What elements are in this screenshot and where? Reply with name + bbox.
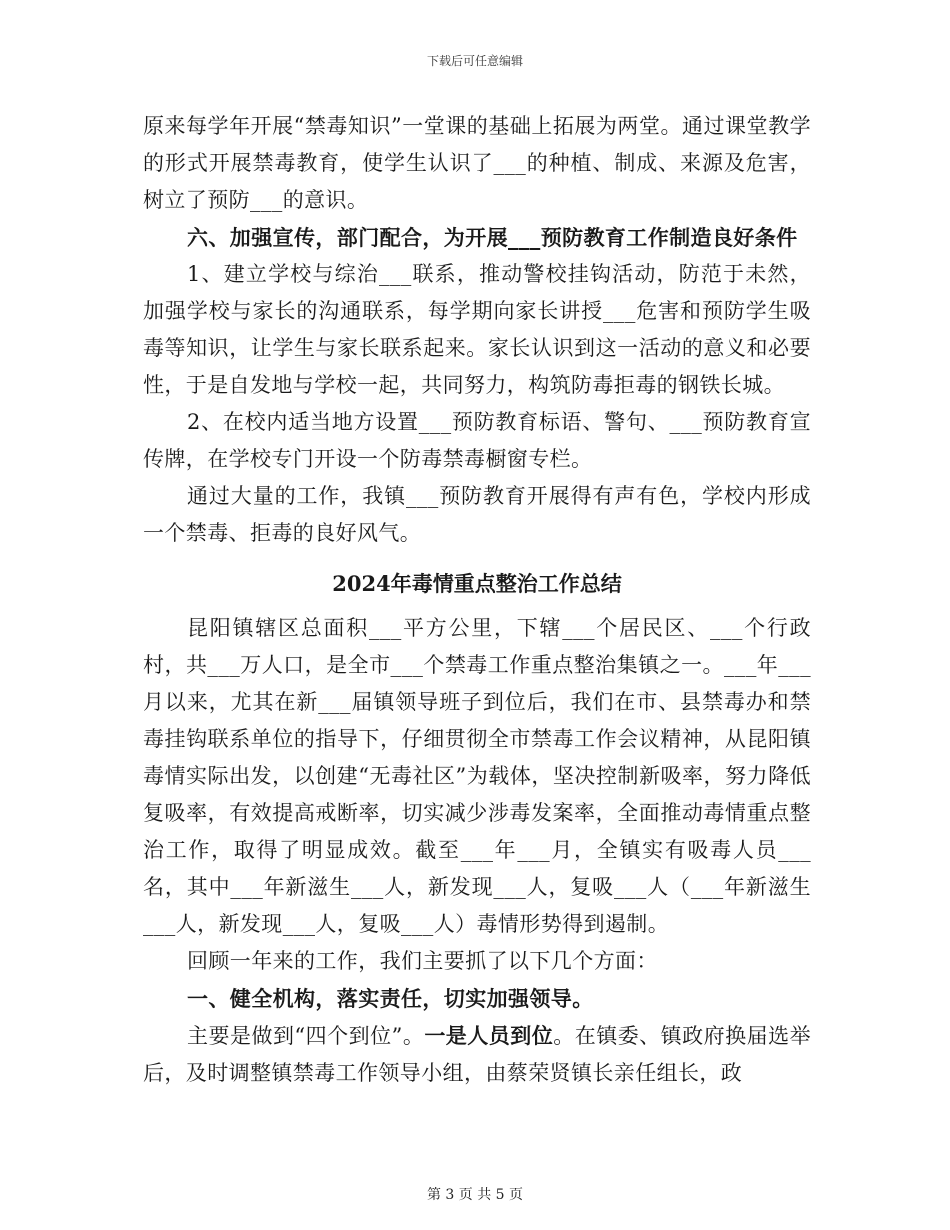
paragraph-item-2: 2、在校内适当地方设置___预防教育标语、警句、___预防教育宣传牌，在学校专门开设一个防毒禁毒橱窗专栏。: [143, 410, 811, 471]
paragraph-lead: 主要是做到“四个到位”。: [187, 1024, 425, 1048]
paragraph-overview: 昆阳镇辖区总面积___平方公里，下辖___个居民区、___个行政村，共___万人口，是全市___个禁毒工作重点整治集镇之一。___年___月以来，尤其在新___届镇领导班子到位后，我们在市、县禁毒办和禁毒挂钩联系单位的指导下，仔细贯彻全市禁毒工作会议精神，从昆阳镇毒情实际出发，以创建“无毒社区”为载体，坚决控制新吸率，努力降低复吸率，有效提高戒断率，切实减少涉毒发案率，全面推动毒情重点整治工作，取得了明显成效。截至___年___月，全镇实有吸毒人员___名，其中___年新滋生___人，新发现___人，复吸___人（___年新滋生___人，新发现___人，复吸___人）毒情形势得到遏制。: [143, 616, 811, 936]
document-title: 2024年毒情重点整治工作总结: [332, 571, 622, 596]
paragraph-summary: 通过大量的工作，我镇___预防教育开展得有声有色，学校内形成一个禁毒、拒毒的良好风气。: [143, 484, 811, 545]
document-body: [143, 108, 811, 1092]
paragraph-continuation: 原来每学年开展“禁毒知识”一堂课的基础上拓展为两堂。通过课堂教学的形式开展禁毒教育，使学生认识了___的种植、制成、来源及危害，树立了预防___的意识。: [143, 114, 811, 212]
paragraph-item-1: 1、建立学校与综治___联系，推动警校挂钩活动，防范于未然，加强学校与家长的沟通联系，每学期向家长讲授___危害和预防学生吸毒等知识，让学生与家长联系起来。家长认识到这一活动的意义和必要性，于是自发地与学校一起，共同努力，构筑防毒拒毒的钢铁长城。: [143, 262, 811, 397]
paragraph-rest: 。在镇委、镇政府换届选举后，及时调整镇禁毒工作领导小组，由蔡荣贤镇长亲任组长，政: [143, 1024, 811, 1085]
page-header: 下载后可任意编辑: [426, 54, 523, 68]
page-footer: 第 3 页 共 5 页: [426, 1187, 524, 1203]
section-heading-one: 一、健全机构，落实责任，切实加强领导。: [187, 986, 594, 1011]
paragraph-review: 回顾一年来的工作，我们主要抓了以下几个方面：: [187, 949, 658, 973]
section-heading-six: 六、加强宣传，部门配合，为开展___预防教育工作制造良好条件: [187, 225, 798, 250]
paragraph-bold-phrase: 一是人员到位: [424, 1023, 554, 1048]
paragraph-four-in-place: [143, 1017, 811, 1092]
